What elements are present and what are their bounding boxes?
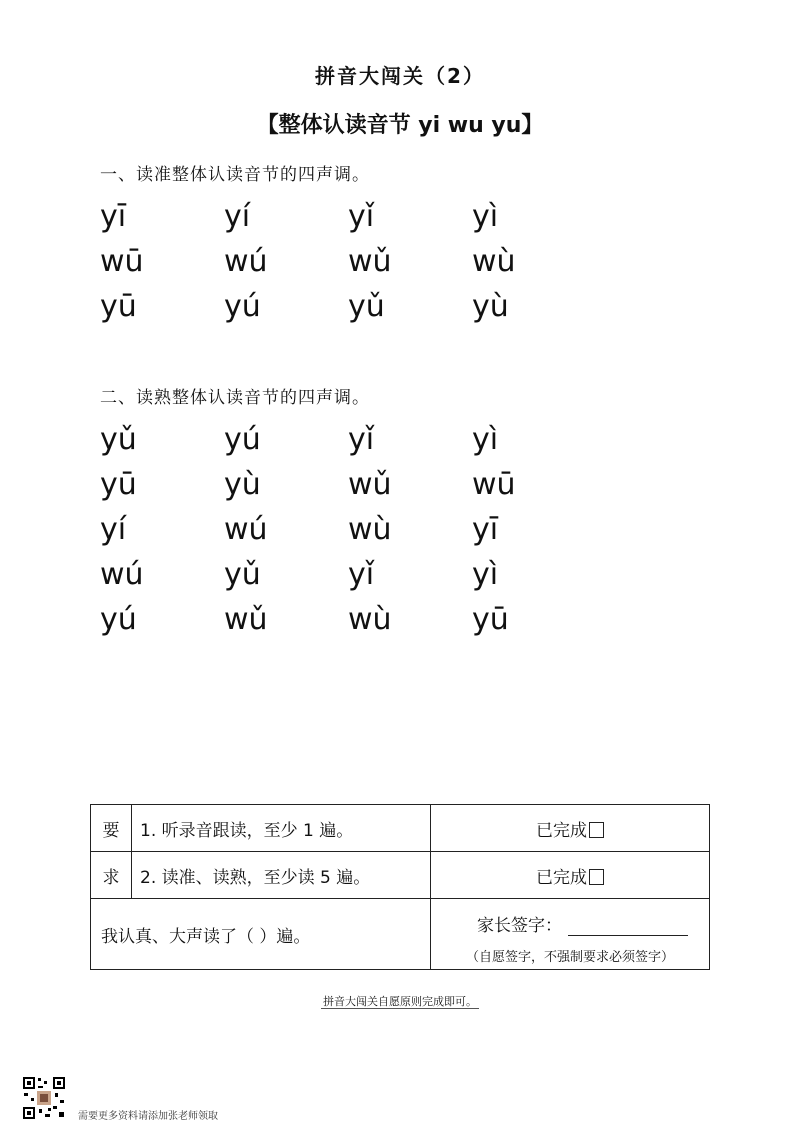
footer-note <box>0 993 800 1009</box>
syllable: yū <box>100 289 137 324</box>
syllable: yǐ <box>348 199 375 234</box>
checkbox-icon[interactable] <box>589 869 604 885</box>
syllable: yì <box>472 557 499 592</box>
parent-sign-cell <box>431 899 710 970</box>
requirement-status-2 <box>431 852 710 899</box>
syllable: wū <box>472 467 516 502</box>
syllable: wú <box>224 244 268 279</box>
syllable: yǔ <box>224 557 261 592</box>
qr-code-icon <box>22 1076 66 1120</box>
syllable: wù <box>348 602 392 637</box>
syllable: yì <box>472 199 499 234</box>
requirements-table <box>90 804 710 970</box>
requirement-label-top: 要 <box>91 805 132 852</box>
syllable: wú <box>224 512 268 547</box>
section1-heading: 一、读准整体认读音节的四声调。 <box>100 165 370 185</box>
requirement-label-bottom: 求 <box>91 852 132 899</box>
syllable: wǔ <box>224 602 268 637</box>
signature-blank[interactable] <box>568 917 688 936</box>
section2-syllable-grid <box>100 417 596 642</box>
syllable: yǔ <box>100 422 137 457</box>
requirement-item-1: 1. 听录音跟读，至少 1 遍。 <box>132 805 431 852</box>
syllable: yū <box>100 467 137 502</box>
syllable: yú <box>224 289 261 324</box>
syllable: wū <box>100 244 144 279</box>
syllable: yǐ <box>348 557 375 592</box>
section1-syllable-grid <box>100 194 596 329</box>
bottom-contact-text: 需要更多资料请添加张老师领取 <box>78 1111 218 1122</box>
status-label: 已完成 <box>536 820 587 841</box>
syllable: yí <box>100 512 127 547</box>
syllable: wù <box>472 244 516 279</box>
status-label: 已完成 <box>536 867 587 888</box>
syllable: yì <box>472 422 499 457</box>
syllable: yí <box>224 199 251 234</box>
syllable: yǔ <box>348 289 385 324</box>
read-count-text[interactable]: 我认真、大声读了（ ）遍。 <box>91 899 431 970</box>
syllable: yī <box>100 199 127 234</box>
footer-note-text: 拼音大闯关自愿原则完成即可。 <box>323 995 477 1008</box>
syllable: yù <box>472 289 509 324</box>
syllable: wù <box>348 512 392 547</box>
syllable: yī <box>472 512 499 547</box>
syllable: wǔ <box>348 467 392 502</box>
syllable: yū <box>472 602 509 637</box>
syllable: yǐ <box>348 422 375 457</box>
parent-sign-label: 家长签字： <box>477 916 562 936</box>
syllable: wú <box>100 557 144 592</box>
sign-note: （自愿签字，不强制要求必须签字） <box>465 950 674 965</box>
checkbox-icon[interactable] <box>589 822 604 838</box>
page-subtitle: 【整体认读音节 yi wu yu】 <box>256 113 544 138</box>
requirement-item-2: 2. 读准、读熟，至少读 5 遍。 <box>132 852 431 899</box>
page-title: 拼音大闯关（2） <box>315 64 485 88</box>
syllable: yù <box>224 467 261 502</box>
section2-heading: 二、读熟整体认读音节的四声调。 <box>100 388 370 408</box>
requirement-status-1 <box>431 805 710 852</box>
syllable: yú <box>224 422 261 457</box>
syllable: yú <box>100 602 137 637</box>
syllable: wǔ <box>348 244 392 279</box>
